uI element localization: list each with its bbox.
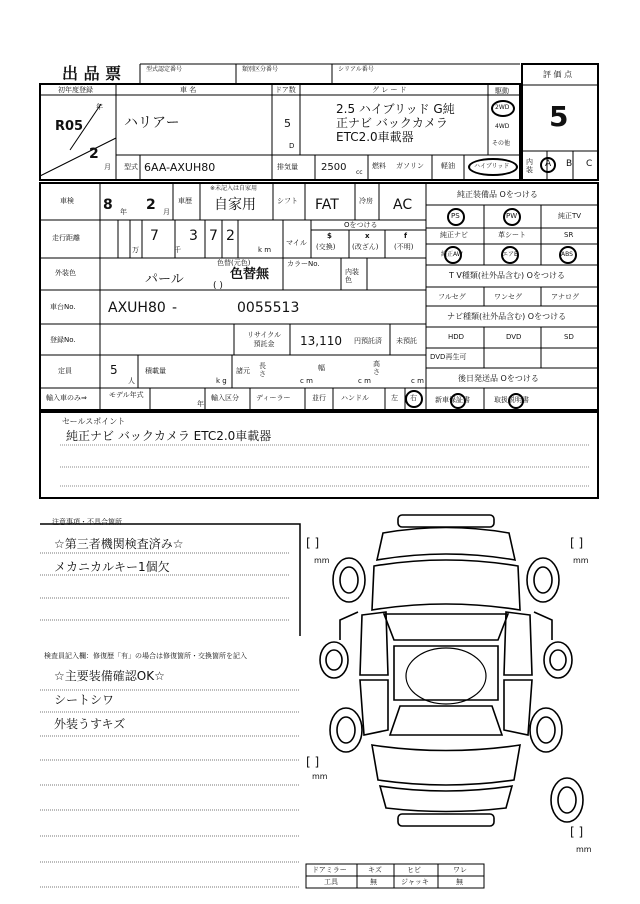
mileage-digit: 3 [189,228,198,244]
insp-label: 車検 [60,197,74,205]
unknown-sym: f [404,232,408,240]
inspector-line: ☆主要装備確認OK☆ [54,669,165,683]
mileage-digit: 7 [209,228,218,244]
interior-color-label: 内装色 [345,268,359,284]
color-change: 色替無 [230,267,270,282]
eval-label: 評 価 点 [543,70,573,79]
legend-crack: ヒビ [407,866,421,874]
serial-label: シリアル番号 [338,66,374,73]
shift-label: シフト [277,197,298,205]
handle-right: 右 [410,394,417,402]
ac-label: 冷房 [359,197,373,205]
chassis-number: 0055513 [237,300,300,316]
model-label: 型式 [124,163,138,171]
capacity-value: 5 [110,363,118,377]
recycle-unpaid: 未預託 [396,337,417,345]
insp-year: 8 [103,197,113,213]
bracket: [ ] [570,825,584,839]
inspector-line: シートシワ [54,693,115,707]
mile-label: マイル [286,239,307,247]
notes-title: 注意事項・不具合箇所 [52,518,122,526]
legend-jack: ジャッキ [401,878,429,886]
bracket: [ ] [306,536,320,550]
drive-2wd: 2WD [495,104,510,111]
interior-c: C [586,159,593,169]
color-value: パール [145,272,184,287]
interior-grade: A [545,159,552,169]
dims-label: 諸元 [236,367,250,375]
height-label: 高さ [373,360,380,376]
option-nav: 純正ナビ [440,231,468,239]
model-value: 6AA-AXUH80 [144,161,216,174]
width-label: 幅 [318,364,325,372]
fuel-label: 燃料 [372,162,386,170]
color-no-label: カラーNo. [287,260,320,268]
sales-text: 純正ナビ バックカメラ ETC2.0車載器 [66,429,272,443]
inspector-line: 外装うすキズ [54,717,126,731]
bracket: [ ] [306,755,320,769]
model-cert-label: 型式認定番号 [146,66,183,73]
legend-jack-value: 無 [456,878,463,886]
recycle-paid: 円預託済 [354,337,382,345]
option-pw: PW [506,212,518,220]
handle-left: 左 [391,394,398,402]
option-abs: ABS [561,251,573,258]
reg-label: 初年度登録 [58,86,93,94]
tampered-text: (改ざん) [352,243,379,251]
interior-b: B [566,159,573,169]
fuel-gasoline: ガソリン [396,162,424,170]
exchanged-text: (交換) [316,243,336,251]
length-unit: c m [300,377,313,385]
ac-value: AC [393,197,413,213]
mileage-man: 万 [132,246,139,254]
import-kind-label: 輸入区分 [211,394,239,402]
fuel-diesel: 軽油 [441,162,455,170]
color-orig-label: 色替(元色) [217,259,251,267]
nav-title: ナビ種類(社外品含む) Oをつける [447,312,567,321]
reg-year-suffix: 年 [96,103,103,111]
mileage-label: 走行距離 [52,234,80,242]
option-aw: 純正AW [441,251,463,258]
cc-unit: cc [356,169,363,176]
legend-broken: ワレ [453,866,467,874]
import-dealer: ディーラー [256,394,291,402]
chassis-dash: - [172,300,178,316]
legend-tools: 工具 [324,878,338,886]
load-label: 積載量 [145,367,166,375]
car-diagram [320,515,583,826]
handle-label: ハンドル [341,394,369,402]
drive-other: その他 [492,140,511,147]
drive-4wd: 4WD [495,123,510,130]
car-name-label: 車 名 [180,86,197,94]
chassis-label: 車台No. [50,303,76,311]
form-title: 出 品 票 [62,64,122,83]
recycle-label: リサイクル預託金 [246,331,282,348]
tv-oneseg: ワンセグ [494,293,522,301]
displacement-label: 排気量 [277,163,298,171]
later-title: 後日発送品 Oをつける [458,374,539,383]
dvd-playback: DVD再生可 [430,353,467,361]
import-label: 輸入車のみ⇒ [46,394,87,402]
option-ps: PS [451,212,460,220]
door-count: 5 [284,117,291,130]
mileage-digit: 7 [150,228,159,244]
grade-label: グ レ ー ド [372,86,407,94]
exchanged-sym: $ [327,232,332,240]
mm-label: mm [312,772,328,781]
tv-fullseg: フルセグ [438,293,466,301]
category-label: 類別区分番号 [242,66,279,73]
shift-value: FAT [315,197,339,213]
color-label: 外装色 [55,269,76,277]
inspector-title: 検査員記入欄：修復歴「有」の場合は修復箇所・交換箇所を記入 [44,652,247,660]
drive-label: 駆動 [495,87,509,95]
legend-scratch: キズ [368,866,382,874]
mileage-km: k m [258,246,272,254]
mm-label: mm [576,845,592,854]
insp-year-suffix: 年 [120,208,127,216]
option-tv: 純正TV [558,212,582,220]
insp-month: 2 [146,197,156,213]
legend-tools-value: 無 [370,878,377,886]
legend-mirror: ドアミラー [312,866,347,874]
mileage-sen: 千 [174,246,181,254]
capacity-unit: 人 [128,377,135,385]
length-label: 長さ [259,362,266,378]
note-line: ☆第三者機関検査済み☆ [54,537,184,551]
load-unit: k g [216,377,227,385]
sales-label: セールスポイント [62,417,126,426]
grade-line-1: 2.5 ハイブリッド G純 [336,102,455,116]
bracket: [ ] [570,536,584,550]
later-warranty: 新車保証書 [435,396,470,404]
options-title: 純正装備品 Oをつける [457,190,538,199]
grade-line-2: 正ナビ バックカメラ [336,116,448,130]
capacity-label: 定員 [58,367,72,375]
color-paren: ( ) [213,281,223,291]
reg-month-suffix: 月 [104,163,111,171]
nav-hdd: HDD [448,333,465,341]
unknown-text: (不明) [394,243,414,251]
car-name: ハリアー [124,115,180,131]
recycle-amount: 13,110 [300,334,342,348]
reg-month: 2 [89,146,99,162]
grade-line-3: ETC2.0車載器 [336,130,414,144]
tv-analog: アナログ [551,293,579,301]
fuel-hybrid: ハイブリッド [474,163,510,170]
mm-label: mm [314,556,330,565]
insp-month-suffix: 月 [163,208,170,216]
reg-era: R05 [55,119,84,134]
height-unit: c m [411,377,424,385]
option-leather: 革シート [498,231,526,239]
history-value: 自家用 [214,197,256,213]
tampered-sym: x [365,232,370,240]
import-year: 年 [197,400,204,408]
history-label: 車歴 [178,197,192,205]
nav-sd: SD [564,333,574,341]
note-line: メカニカルキー1個欠 [54,560,170,574]
interior-label: 内装 [526,158,533,174]
mileage-digit: 2 [226,228,235,244]
import-model-year: モデル年式 [109,391,144,399]
later-manual: 取扱説明書 [494,396,529,404]
eval-score: 5 [549,100,569,133]
width-unit: c m [358,377,371,385]
door-label: ドア数 [275,86,296,94]
mileage-circle-note: Oをつける [344,221,378,229]
tv-title: T V種類(社外品含む) Oをつける [449,271,565,280]
import-parallel: 並行 [312,394,326,402]
option-sr: SR [564,231,574,239]
option-airbag: エアB [502,251,519,258]
chassis-prefix: AXUH80 [108,300,166,316]
door-type: D [289,142,295,150]
nav-dvd: DVD [506,333,522,341]
mm-label: mm [573,556,589,565]
displacement-value: 2500 [321,162,347,173]
regno-label: 登録No. [50,336,76,344]
history-note: ※未記入は自家用 [210,185,258,192]
